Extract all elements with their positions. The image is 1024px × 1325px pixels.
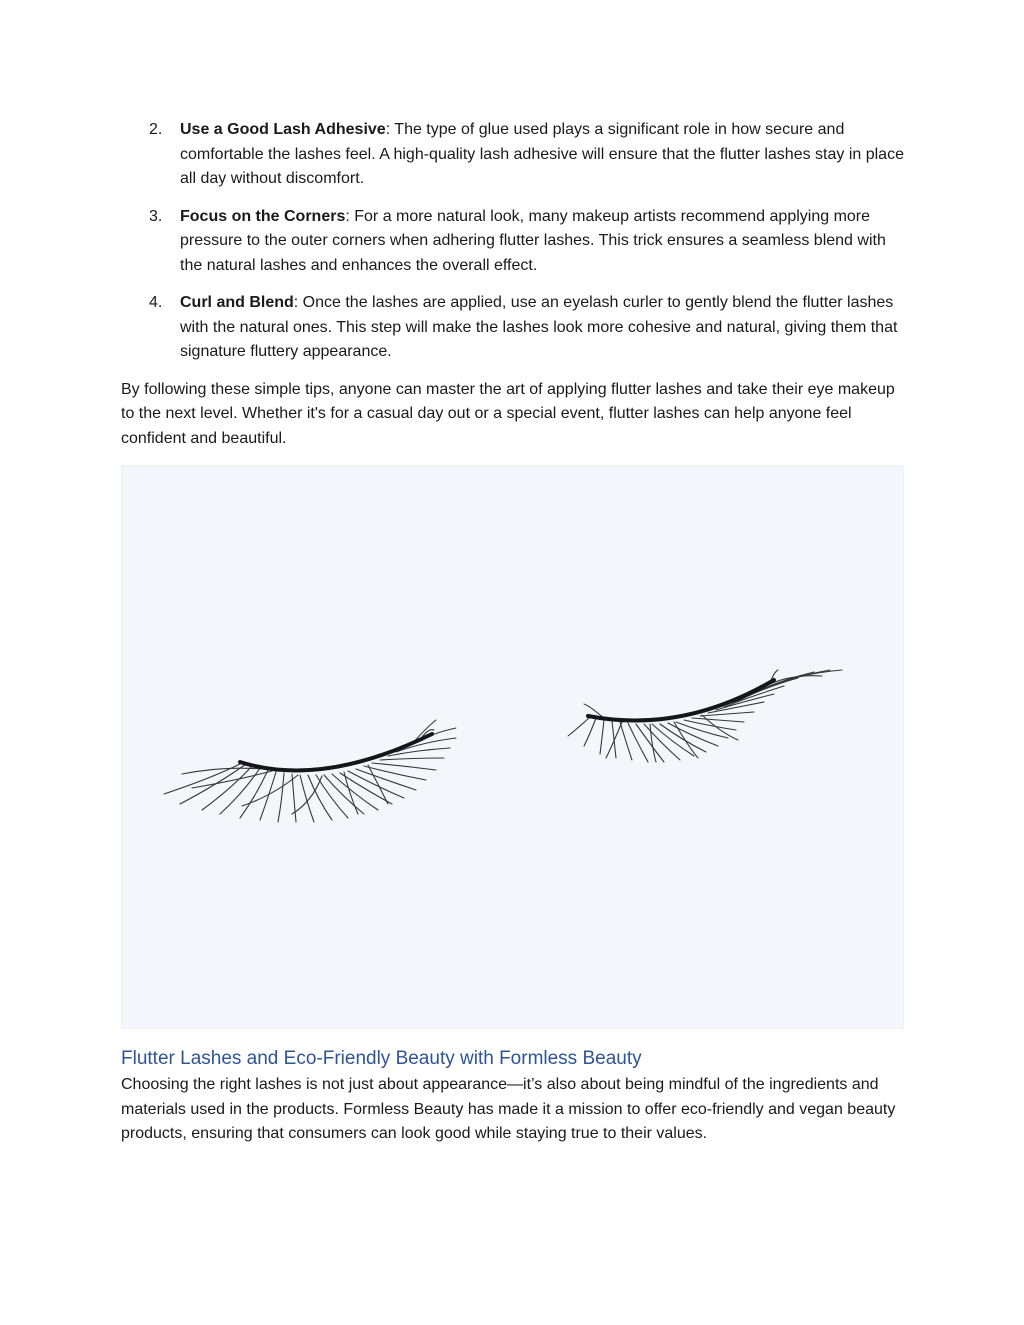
tip-number: 3. — [149, 207, 163, 225]
section-body: Choosing the right lashes is not just about appearance—it’s also about being mindful of the ingredients and materials used in the products. Formless Beauty has made it a mission to offer eco-friendly and vegan beauty products, ensuring that consumers can look good while staying true to their values. — [121, 1076, 896, 1142]
tip-item — [121, 118, 904, 192]
tip-text: : The type of glue used plays a significant role in how secure and comfortable the lashes feel. A high-quality lash adhesive will ensure that the flutter lashes stay in place all day without discomfort. — [180, 121, 904, 187]
tip-number: 2. — [149, 121, 163, 138]
section-heading: Flutter Lashes and Eco-Friendly Beauty with Formless Beauty — [121, 1048, 642, 1069]
eyelash-photo — [121, 465, 904, 1029]
eyelash-illustration — [122, 466, 904, 1029]
tip-text: : For a more natural look, many makeup artists recommend applying more pressure to the outer corners when adhering flutter lashes. This trick ensures a seamless blend with the natural lashes and enhances the overall effect. — [180, 207, 886, 274]
summary-paragraph: By following these simple tips, anyone can master the art of applying flutter lashes and take their eye makeup to the next level. Whether it's for a casual day out or a special event, flutter lashes can help anyone feel confident and beautiful. — [121, 380, 895, 447]
left-lash — [164, 720, 456, 822]
tip-title: Use a Good Lash Adhesive — [180, 121, 386, 138]
tip-title: Focus on the Corners — [180, 207, 346, 225]
right-lash — [568, 670, 842, 762]
tip-item — [121, 291, 904, 365]
tip-item — [121, 205, 904, 279]
tip-text: : Once the lashes are applied, use an eyelash curler to gently blend the flutter lashes with the natural ones. This step will make the lashes look more cohesive and natural, giving them that signature fluttery appearance. — [180, 294, 898, 360]
tip-number: 4. — [149, 294, 163, 311]
tip-title: Curl and Blend — [180, 294, 294, 311]
tips-list — [121, 118, 904, 365]
document-page — [121, 118, 904, 1147]
